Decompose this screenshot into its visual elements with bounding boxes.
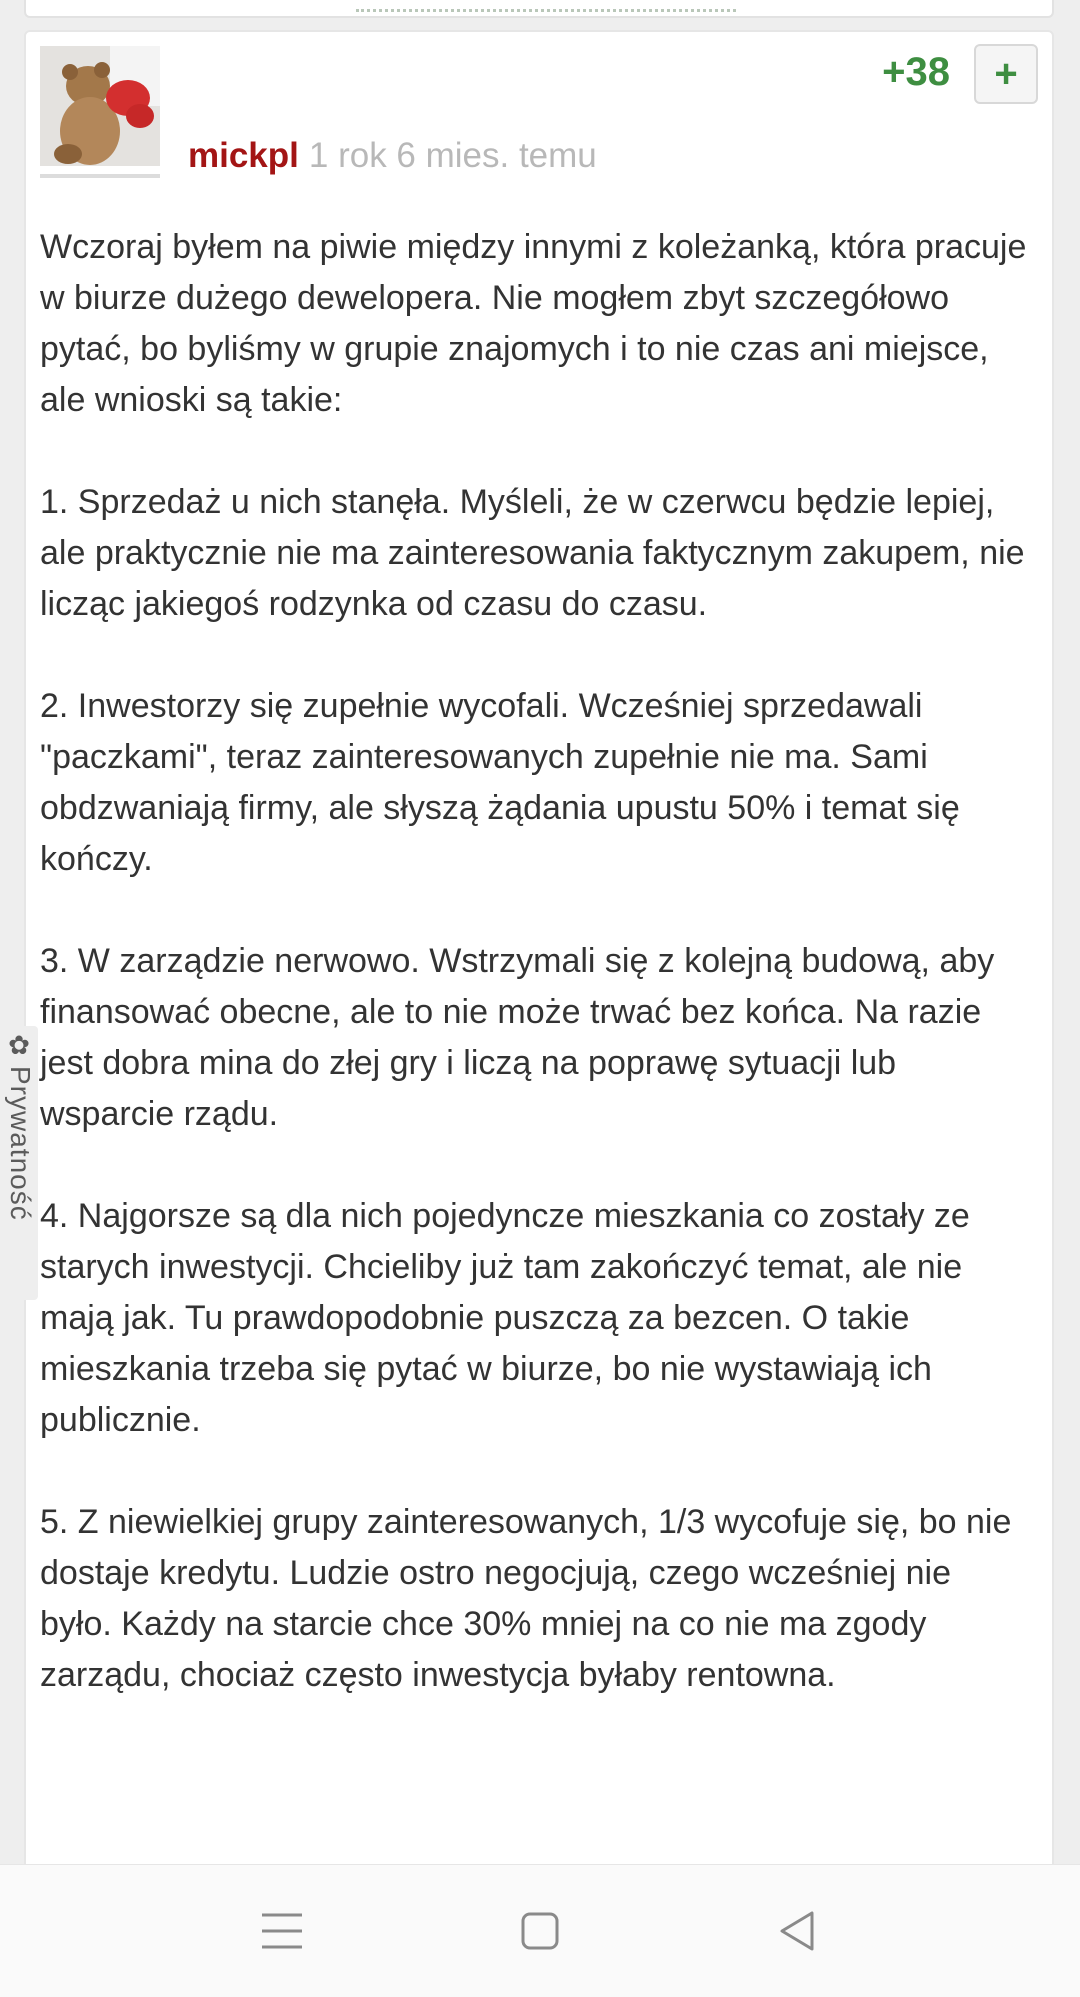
previous-comment-peek	[356, 3, 736, 12]
author-name-link[interactable]: mickpl	[188, 136, 299, 175]
privacy-settings-tab[interactable]	[0, 1026, 38, 1300]
author-line	[188, 136, 597, 176]
plus-icon: +	[994, 51, 1018, 96]
android-navigation-bar	[0, 1864, 1080, 1997]
comment-paragraph: 5. Z niewielkiej grupy zainteresowanych, 1/3 wycofuje się, bo nie dostaje kredytu. Ludzie ostro negocjują, czego wcześniej nie było. Każdy na starcie chce 30% mniej na co nie ma zgody zarządu, chociaż często inwestycja byłaby rentowna.	[40, 1503, 1012, 1694]
back-triangle-icon[interactable]	[768, 1901, 828, 1961]
avatar-underline	[40, 174, 160, 178]
comment-paragraph: 4. Najgorsze są dla nich pojedyncze mieszkania co zostały ze starych inwestycji. Chcieliby już tam zakończyć temat, ale nie mają jak. Tu prawdopodobnie puszczą za bezcen. O takie mieszkania trzeba się pytać w biurze, bo nie wystawiają ich publicznie.	[40, 1197, 970, 1439]
privacy-tab-label: Prywatność	[5, 1066, 36, 1221]
home-square-icon[interactable]	[510, 1901, 570, 1961]
user-avatar[interactable]	[40, 46, 160, 166]
comment-card	[24, 30, 1054, 1930]
post-timestamp: 1 rok 6 mies. temu	[308, 136, 597, 175]
gear-icon: ✿	[8, 1030, 30, 1060]
comment-paragraph: Wczoraj byłem na piwie między innymi z koleżanką, która pracuje w biurze dużego dewelopera. Nie mogłem zbyt szczegółowo pytać, bo byliśmy w grupie znajomych i to nie czas ani miejsce, ale wnioski są takie:	[40, 228, 1027, 419]
avatar-teddy-bear-image	[40, 46, 160, 166]
upvote-button[interactable]	[974, 44, 1038, 104]
comment-body	[40, 222, 1030, 1752]
vote-score: +38	[882, 50, 950, 94]
comment-paragraph: 1. Sprzedaż u nich stanęła. Myśleli, że w czerwcu będzie lepiej, ale praktycznie nie ma zainteresowania faktycznym zakupem, nie licząc jakiegoś rodzynka od czasu do czasu.	[40, 483, 1025, 623]
menu-icon[interactable]	[252, 1901, 312, 1961]
previous-comment-card	[24, 0, 1054, 18]
comment-paragraph: 3. W zarządzie nerwowo. Wstrzymali się z kolejną budową, aby finansować obecne, ale to nie może trwać bez końca. Na razie jest dobra mina do złej gry i liczą na poprawę sytuacji lub wsparcie rządu.	[40, 942, 995, 1133]
comment-paragraph: 2. Inwestorzy się zupełnie wycofali. Wcześniej sprzedawali "paczkami", teraz zainteresowanych zupełnie nie ma. Sami obdzwaniają firmy, ale słyszą żądania upustu 50% i temat się kończy.	[40, 687, 960, 878]
